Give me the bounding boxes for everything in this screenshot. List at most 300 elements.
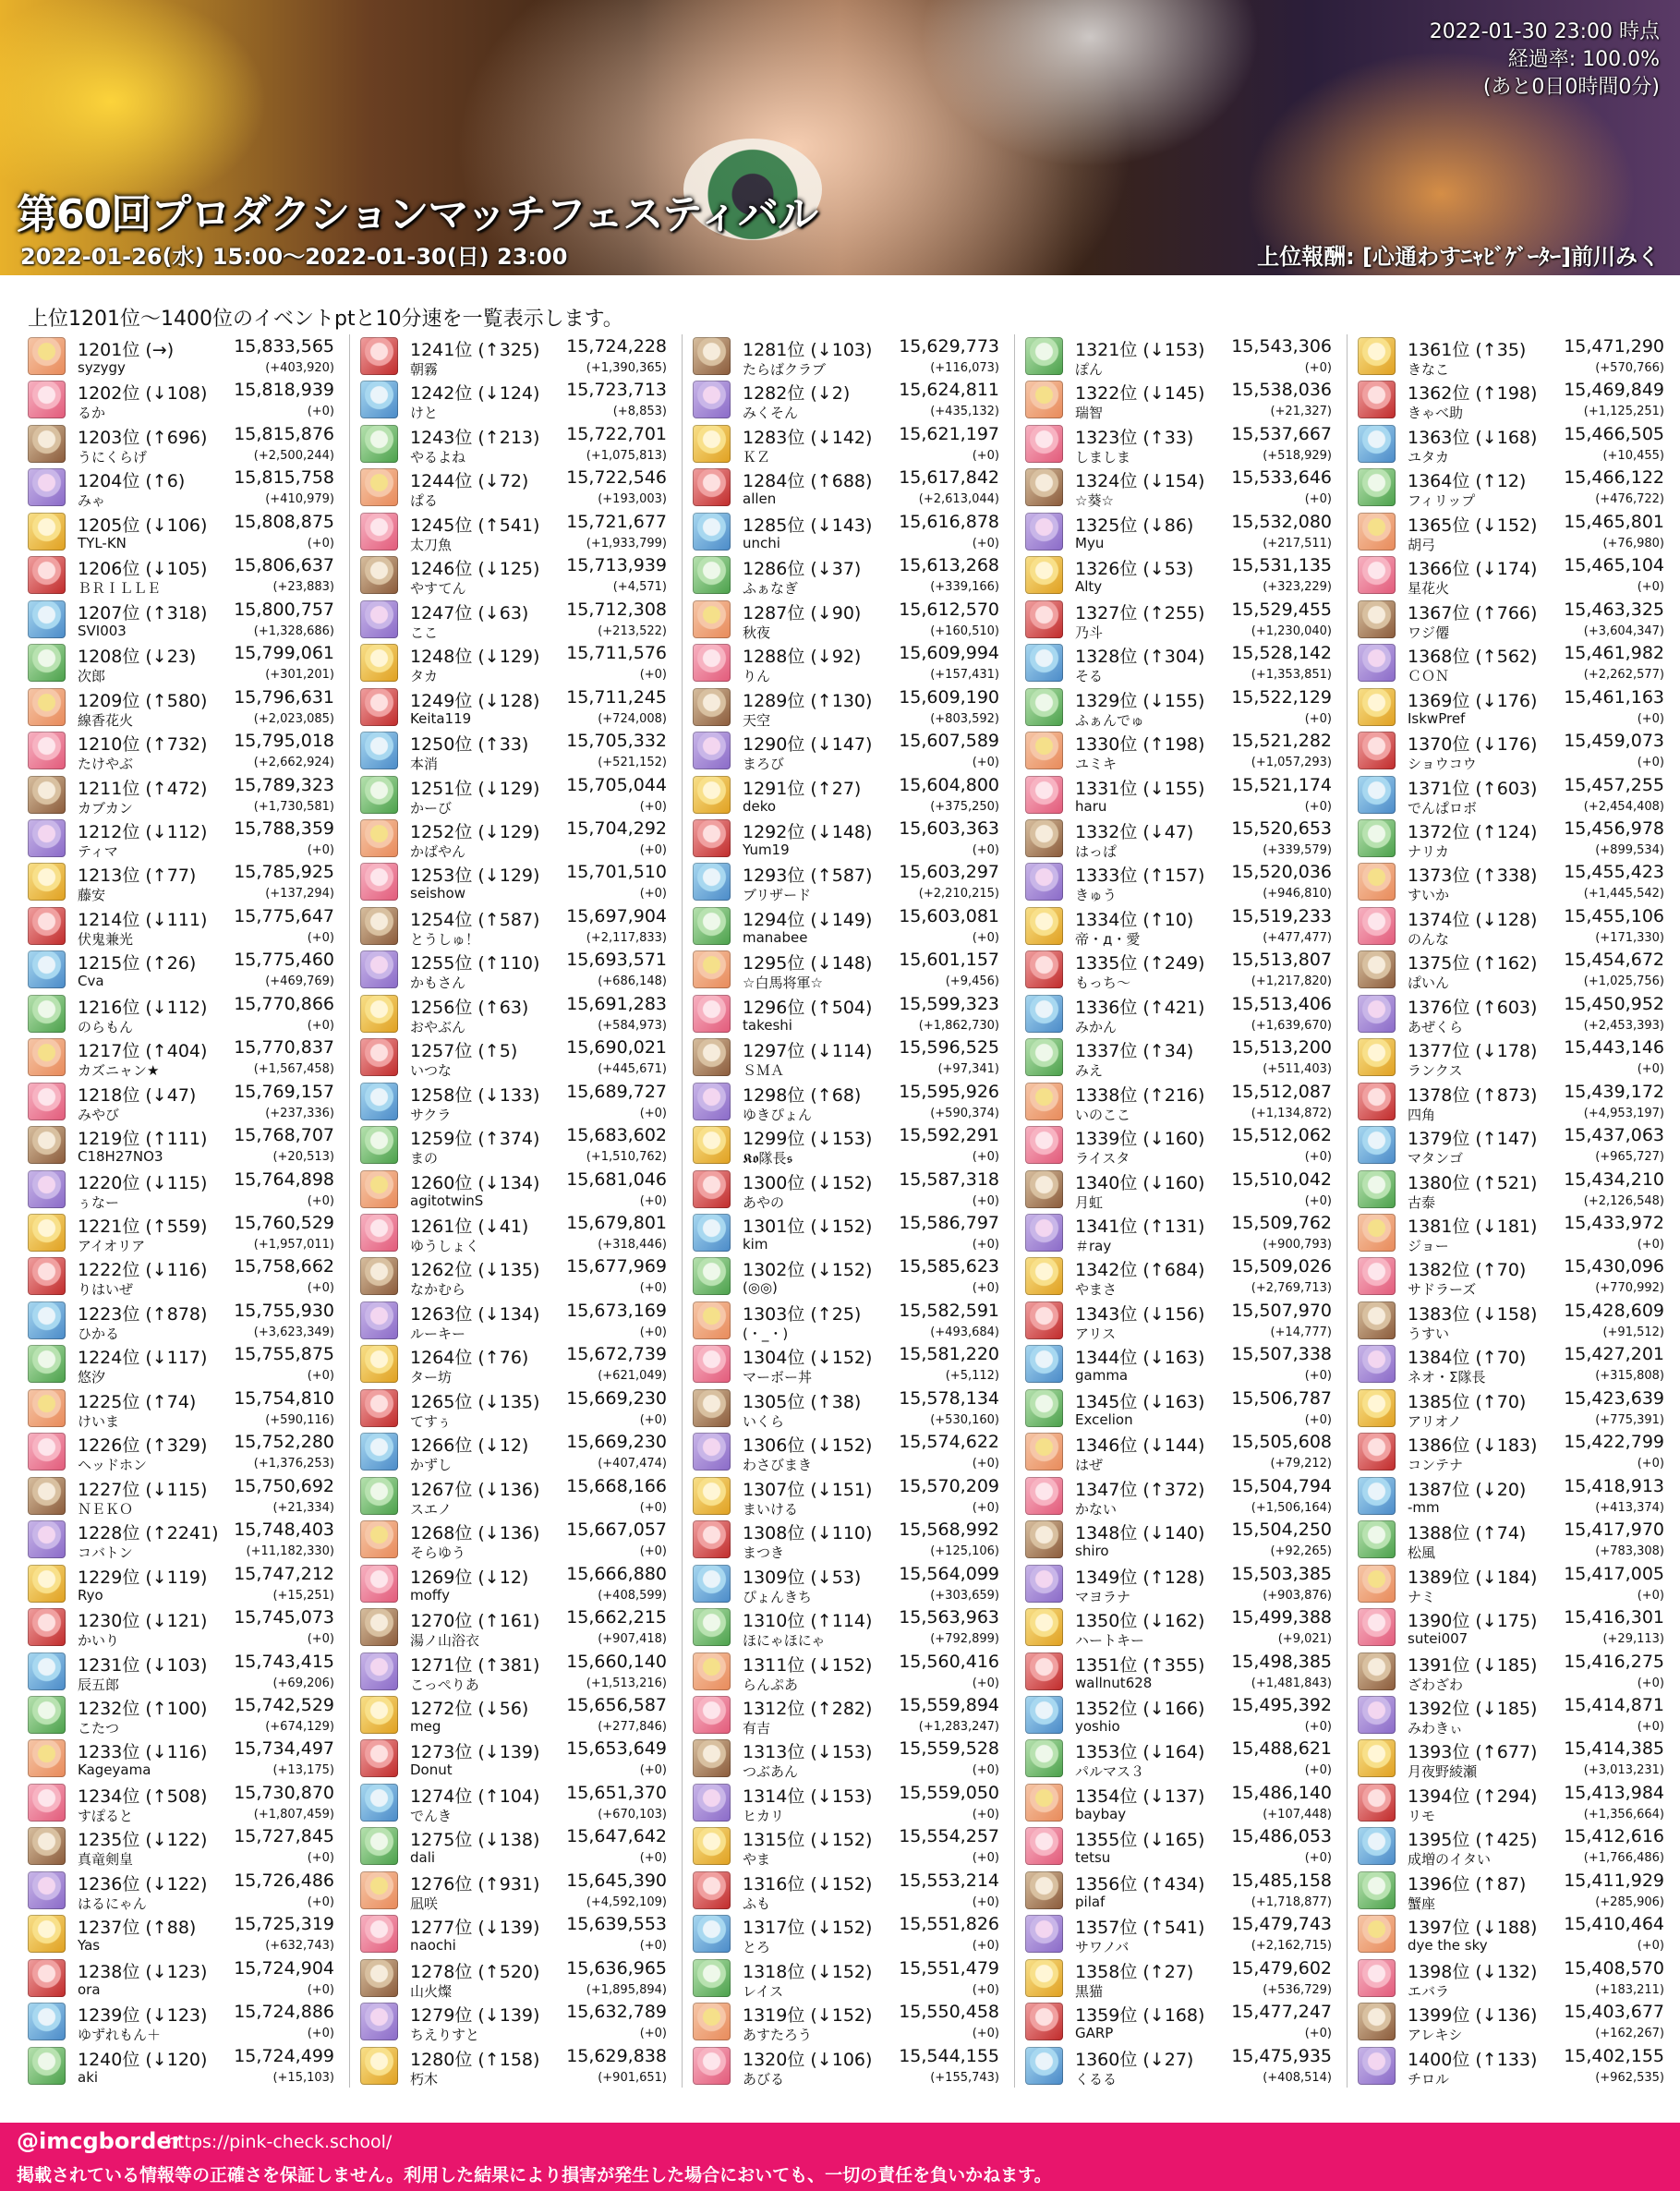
- rank-label: 1210位 (↑732): [78, 734, 208, 756]
- event-points: 15,564,099: [899, 1563, 999, 1584]
- ten-minute-speed: (+1,766,486): [1583, 1851, 1664, 1866]
- event-points: 15,513,807: [1231, 950, 1332, 971]
- player-name: Cva: [78, 973, 104, 990]
- ten-minute-speed: (+29,113): [1602, 1632, 1664, 1647]
- player-name: やすてん: [410, 580, 466, 598]
- rank-label: 1297位 (↓114): [743, 1041, 873, 1062]
- event-points: 15,544,155: [899, 2045, 999, 2066]
- rank-label: 1218位 (↓47): [78, 1084, 197, 1106]
- rank-label: 1311位 (↓152): [743, 1654, 873, 1676]
- ranking-row: [1023, 1123, 1337, 1167]
- player-name: Ryo: [78, 1586, 103, 1604]
- ten-minute-speed: (+2,126,548): [1583, 1193, 1664, 1208]
- player-name: アレキシ: [1408, 2027, 1463, 2044]
- player-name: りん: [743, 668, 771, 685]
- idol-avatar-icon: [28, 556, 66, 594]
- player-name: アリス: [1075, 1325, 1117, 1342]
- idol-avatar-icon: [1025, 1652, 1063, 1690]
- event-points: 15,666,880: [566, 1563, 667, 1584]
- ranking-row: [1023, 948, 1337, 991]
- ten-minute-speed: (+536,729): [1263, 1982, 1332, 1997]
- rank-label: 1215位 (↑26): [78, 953, 197, 974]
- rank-label: 1295位 (↓148): [743, 953, 873, 974]
- ten-minute-speed: (+0): [307, 1281, 334, 1296]
- idol-avatar-icon: [1025, 1608, 1063, 1646]
- event-points: 15,550,458: [899, 2002, 999, 2023]
- ranking-row: [358, 948, 672, 991]
- idol-avatar-icon: [28, 1739, 66, 1777]
- idol-avatar-icon: [1358, 819, 1396, 857]
- rank-label: 1266位 (↓12): [410, 1435, 529, 1457]
- player-name: みえ: [1075, 1062, 1104, 1080]
- player-name: baybay: [1075, 1805, 1127, 1822]
- ranking-row: [26, 1123, 340, 1167]
- event-points: 15,672,739: [566, 1344, 667, 1365]
- ranking-row: [691, 1869, 1005, 1912]
- ten-minute-speed: (+899,534): [1595, 842, 1664, 857]
- ranking-row: [358, 1956, 672, 2000]
- player-name: ライスタ: [1075, 1150, 1130, 1168]
- idol-avatar-icon: [693, 1038, 731, 1076]
- ranking-row: [691, 378, 1005, 421]
- event-points: 15,621,197: [899, 423, 999, 444]
- idol-avatar-icon: [360, 950, 398, 988]
- ten-minute-speed: (+10,455): [1602, 448, 1664, 463]
- player-name: 古泰: [1408, 1193, 1436, 1211]
- player-name: 月夜野綾瀬: [1408, 1763, 1478, 1781]
- idol-avatar-icon: [1358, 2047, 1396, 2085]
- idol-avatar-icon: [360, 1608, 398, 1646]
- player-name: ＳＭＡ: [743, 1062, 785, 1080]
- event-points: 15,775,460: [234, 950, 334, 971]
- event-points: 15,521,282: [1231, 731, 1332, 752]
- player-name: けいま: [78, 1412, 120, 1430]
- idol-avatar-icon: [28, 1083, 66, 1120]
- rank-label: 1340位 (↓160): [1075, 1172, 1205, 1193]
- event-points: 15,647,642: [566, 1826, 667, 1847]
- player-name: でんぱロボ: [1408, 799, 1478, 817]
- ranking-row: [26, 1693, 340, 1737]
- idol-avatar-icon: [360, 1871, 398, 1909]
- ranking-row: [358, 992, 672, 1035]
- ten-minute-speed: (+621,049): [598, 1369, 667, 1384]
- ranking-row: [358, 1080, 672, 1123]
- event-points: 15,604,800: [899, 774, 999, 795]
- idol-avatar-icon: [28, 644, 66, 682]
- idol-avatar-icon: [28, 513, 66, 551]
- idol-avatar-icon: [360, 1827, 398, 1865]
- player-name: みくそん: [743, 405, 799, 422]
- ranking-row: [691, 860, 1005, 903]
- ten-minute-speed: (+0): [972, 1939, 999, 1954]
- ten-minute-speed: (+0): [639, 668, 667, 683]
- player-name: レイス: [743, 1982, 784, 2000]
- player-name: たけやぶ: [78, 756, 134, 773]
- ranking-row: [358, 422, 672, 466]
- idol-avatar-icon: [693, 1170, 731, 1208]
- idol-avatar-icon: [1358, 863, 1396, 901]
- rank-label: 1381位 (↓181): [1408, 1217, 1538, 1237]
- player-name: ユミキ: [1075, 756, 1118, 773]
- player-name: ぱる: [410, 492, 439, 510]
- rank-label: 1273位 (↓139): [410, 1742, 540, 1763]
- event-points: 15,651,370: [566, 1782, 667, 1803]
- player-name: Myu: [1075, 534, 1105, 551]
- event-points: 15,495,392: [1231, 1694, 1332, 1715]
- idol-avatar-icon: [28, 732, 66, 769]
- player-name: マヨラナ: [1075, 1588, 1131, 1605]
- ranking-row: [358, 2000, 672, 2043]
- player-name: 成増のイタい: [1408, 1851, 1492, 1869]
- idol-avatar-icon: [360, 1214, 398, 1252]
- ten-minute-speed: (+435,132): [930, 405, 999, 419]
- event-points: 15,466,505: [1564, 423, 1664, 444]
- rank-label: 1223位 (↑878): [78, 1303, 208, 1325]
- idol-avatar-icon: [360, 337, 398, 375]
- rank-label: 1271位 (↑381): [410, 1654, 540, 1676]
- rank-label: 1396位 (↑87): [1408, 1873, 1527, 1894]
- ranking-row: [26, 2000, 340, 2043]
- event-points: 15,705,044: [566, 774, 667, 795]
- ranking-row: [691, 685, 1005, 729]
- ten-minute-speed: (+23,883): [272, 580, 334, 595]
- player-name: ティマ: [78, 842, 118, 860]
- event-points: 15,574,622: [899, 1432, 999, 1453]
- event-points: 15,788,359: [234, 817, 334, 839]
- ten-minute-speed: (+4,953,197): [1583, 1106, 1664, 1120]
- ten-minute-speed: (+155,743): [930, 2070, 999, 2085]
- ranking-row: [26, 598, 340, 641]
- ranking-row: [1023, 1474, 1337, 1518]
- idol-avatar-icon: [1358, 1827, 1396, 1865]
- ten-minute-speed: (+0): [639, 1939, 667, 1954]
- player-name: うすい: [1408, 1325, 1450, 1342]
- ranking-row: [1356, 1386, 1670, 1430]
- ranking-row: [1356, 1869, 1670, 1912]
- player-name: おやぶん: [410, 1018, 466, 1035]
- player-name: seishow: [410, 885, 465, 902]
- ten-minute-speed: (+97,341): [937, 1062, 999, 1077]
- idol-avatar-icon: [1025, 337, 1063, 375]
- player-name: チロル: [1408, 2070, 1450, 2088]
- ranking-row: [26, 860, 340, 903]
- event-points: 15,568,992: [899, 1519, 999, 1541]
- event-points: 15,725,319: [234, 1914, 334, 1935]
- rank-label: 1240位 (↓120): [78, 2049, 208, 2070]
- event-points: 15,592,291: [899, 1125, 999, 1146]
- rank-label: 1274位 (↑104): [410, 1785, 540, 1807]
- player-name: ゆずれもん＋: [78, 2027, 162, 2044]
- event-points: 15,430,096: [1564, 1256, 1664, 1277]
- player-name: やるよね: [410, 448, 466, 466]
- idol-avatar-icon: [360, 425, 398, 463]
- ranking-row: [691, 1299, 1005, 1342]
- event-points: 15,505,608: [1231, 1432, 1332, 1453]
- ranking-row: [1023, 817, 1337, 860]
- ranking-row: [26, 1474, 340, 1518]
- rank-label: 1239位 (↓123): [78, 2005, 208, 2027]
- ranking-row: [1356, 378, 1670, 421]
- player-name: manabee: [743, 928, 808, 946]
- player-name: moffy: [410, 1586, 451, 1604]
- event-points: 15,554,257: [899, 1826, 999, 1847]
- player-name: そる: [1075, 668, 1104, 685]
- ten-minute-speed: (+0): [639, 2027, 667, 2041]
- rank-label: 1278位 (↑520): [410, 1961, 540, 1982]
- event-points: 15,599,323: [899, 993, 999, 1014]
- rank-label: 1353位 (↓164): [1075, 1742, 1205, 1763]
- ranking-row: [1023, 1254, 1337, 1298]
- player-name: 天空: [743, 711, 771, 729]
- event-points: 15,465,104: [1564, 555, 1664, 576]
- player-name: るか: [78, 405, 106, 422]
- event-points: 15,609,994: [899, 643, 999, 664]
- ranking-row: [26, 1781, 340, 1824]
- ten-minute-speed: (+0): [1637, 1588, 1664, 1603]
- ten-minute-speed: (+0): [1304, 2027, 1332, 2041]
- rank-label: 1397位 (↓188): [1408, 1918, 1538, 1939]
- idol-avatar-icon: [1358, 425, 1396, 463]
- event-points: 15,624,811: [899, 380, 999, 401]
- idol-avatar-icon: [1025, 1433, 1063, 1471]
- ranking-row: [1023, 1168, 1337, 1211]
- idol-avatar-icon: [1358, 1520, 1396, 1558]
- event-points: 15,601,157: [899, 950, 999, 971]
- ten-minute-speed: (+8,853): [612, 405, 667, 419]
- idol-avatar-icon: [693, 1257, 731, 1295]
- idol-avatar-icon: [28, 2047, 66, 2085]
- rank-label: 1361位 (↑35): [1408, 340, 1527, 360]
- player-name: 次郎: [78, 668, 106, 685]
- event-points: 15,513,200: [1231, 1037, 1332, 1059]
- player-name: 山火燦: [410, 1982, 453, 2000]
- event-points: 15,770,866: [234, 993, 334, 1014]
- ten-minute-speed: (+318,446): [598, 1238, 667, 1252]
- player-name: まいける: [743, 1500, 799, 1518]
- ten-minute-speed: (+2,023,085): [253, 711, 334, 726]
- idol-avatar-icon: [1025, 776, 1063, 814]
- event-points: 15,760,529: [234, 1213, 334, 1233]
- idol-avatar-icon: [360, 1784, 398, 1822]
- player-name: haru: [1075, 797, 1107, 815]
- site-link[interactable]: https://pink-check.school/: [166, 2132, 393, 2152]
- ten-minute-speed: (+0): [972, 1807, 999, 1822]
- ten-minute-speed: (+0): [1637, 1719, 1664, 1734]
- event-points: 15,551,479: [899, 1957, 999, 1979]
- ranking-row: [26, 1824, 340, 1868]
- player-name: Yum19: [743, 841, 790, 858]
- player-name: あびる: [743, 2070, 785, 2088]
- ten-minute-speed: (+1,933,799): [586, 536, 667, 551]
- rank-label: 1258位 (↓133): [410, 1084, 540, 1106]
- ten-minute-speed: (+0): [639, 1763, 667, 1778]
- idol-avatar-icon: [28, 337, 66, 375]
- ten-minute-speed: (+4,571): [612, 580, 667, 595]
- idol-avatar-icon: [1358, 1959, 1396, 1997]
- ten-minute-speed: (+79,212): [1270, 1457, 1332, 1471]
- rank-label: 1290位 (↓147): [743, 734, 873, 756]
- idol-avatar-icon: [693, 1389, 731, 1427]
- idol-avatar-icon: [693, 1520, 731, 1558]
- idol-avatar-icon: [1358, 600, 1396, 638]
- rank-label: 1368位 (↑562): [1408, 647, 1538, 668]
- ten-minute-speed: (+0): [972, 1281, 999, 1296]
- ten-minute-speed: (+907,418): [598, 1632, 667, 1647]
- idol-avatar-icon: [360, 995, 398, 1033]
- ranking-row: [1356, 1254, 1670, 1298]
- idol-avatar-icon: [28, 1433, 66, 1471]
- ranking-row: [1023, 1342, 1337, 1386]
- rank-label: 1341位 (↑131): [1075, 1217, 1205, 1237]
- event-points: 15,582,591: [899, 1300, 999, 1321]
- idol-avatar-icon: [28, 1696, 66, 1734]
- ten-minute-speed: (+0): [307, 1369, 334, 1384]
- rank-label: 1309位 (↓53): [743, 1567, 862, 1588]
- player-name: いのここ: [1075, 1106, 1131, 1123]
- player-name: サクラ: [410, 1106, 452, 1123]
- event-points: 15,799,061: [234, 643, 334, 664]
- player-name: カズニャン★: [78, 1062, 160, 1080]
- event-points: 15,704,292: [566, 817, 667, 839]
- ten-minute-speed: (+1,730,581): [253, 799, 334, 814]
- idol-avatar-icon: [28, 995, 66, 1033]
- ranking-row: [26, 992, 340, 1035]
- ten-minute-speed: (+518,929): [1263, 448, 1332, 463]
- event-points: 15,662,215: [566, 1607, 667, 1628]
- player-name: (・_・): [743, 1325, 789, 1342]
- event-points: 15,520,036: [1231, 862, 1332, 883]
- event-points: 15,677,969: [566, 1256, 667, 1277]
- column-divider: [349, 334, 350, 2088]
- idol-avatar-icon: [360, 1126, 398, 1164]
- rank-label: 1321位 (↓153): [1075, 340, 1205, 360]
- rank-label: 1260位 (↓134): [410, 1172, 540, 1193]
- ten-minute-speed: (+0): [639, 1544, 667, 1559]
- ranking-row: [358, 641, 672, 684]
- player-name: 朝霧: [410, 361, 439, 378]
- rank-label: 1354位 (↓137): [1075, 1785, 1205, 1807]
- ranking-row: [1023, 1693, 1337, 1737]
- player-name: ふぁなぎ: [743, 580, 799, 598]
- idol-avatar-icon: [693, 1959, 731, 1997]
- rank-label: 1232位 (↑100): [78, 1698, 208, 1719]
- ranking-row: [1356, 1693, 1670, 1737]
- rank-label: 1299位 (↓153): [743, 1129, 873, 1150]
- event-points: 15,504,794: [1231, 1475, 1332, 1496]
- idol-avatar-icon: [360, 1477, 398, 1515]
- event-points: 15,636,965: [566, 1957, 667, 1979]
- ranking-row: [1356, 1342, 1670, 1386]
- player-name: ora: [78, 1980, 101, 1998]
- player-name: リモ: [1408, 1807, 1436, 1824]
- rank-label: 1288位 (↓92): [743, 647, 862, 668]
- rank-label: 1303位 (↑25): [743, 1303, 862, 1325]
- ten-minute-speed: (+3,013,231): [1583, 1763, 1664, 1778]
- player-name: ネオ・Σ隊長: [1408, 1369, 1486, 1386]
- rank-label: 1261位 (↓41): [410, 1217, 529, 1237]
- twitter-handle[interactable]: @imcgborder: [17, 2128, 183, 2154]
- ten-minute-speed: (+20,513): [272, 1150, 334, 1165]
- ten-minute-speed: (+0): [1637, 580, 1664, 595]
- player-name: アイオリア: [78, 1238, 146, 1254]
- ranking-row: [691, 1824, 1005, 1868]
- rank-label: 1268位 (↓136): [410, 1523, 540, 1544]
- event-points: 15,459,073: [1564, 731, 1664, 752]
- idol-avatar-icon: [28, 863, 66, 901]
- idol-avatar-icon: [1025, 1959, 1063, 1997]
- idol-avatar-icon: [360, 468, 398, 506]
- player-name: のんな: [1408, 930, 1450, 948]
- ten-minute-speed: (+13,175): [272, 1763, 334, 1778]
- player-name: くるる: [1075, 2070, 1118, 2088]
- rank-label: 1269位 (↓12): [410, 1567, 529, 1588]
- rank-label: 1244位 (↓72): [410, 471, 529, 492]
- ranking-row: [1023, 510, 1337, 553]
- event-points: 15,742,529: [234, 1694, 334, 1715]
- rank-label: 1374位 (↓128): [1408, 909, 1538, 930]
- ranking-row: [1356, 1562, 1670, 1605]
- player-name: GARP: [1075, 2025, 1114, 2042]
- rank-label: 1347位 (↑372): [1075, 1479, 1205, 1500]
- ten-minute-speed: (+792,899): [930, 1632, 999, 1647]
- ranking-row: [1023, 1386, 1337, 1430]
- event-points: 15,570,209: [899, 1475, 999, 1496]
- ranking-row: [358, 1168, 672, 1211]
- elapsed-rate: 経過率: 100.0%: [1507, 48, 1660, 71]
- ranking-row: [26, 948, 340, 991]
- idol-avatar-icon: [28, 1038, 66, 1076]
- ten-minute-speed: (+375,250): [930, 799, 999, 814]
- idol-avatar-icon: [1025, 513, 1063, 551]
- ranking-row: [358, 1386, 672, 1430]
- ten-minute-speed: (+1,376,253): [253, 1457, 334, 1471]
- ranking-column: [691, 334, 1005, 2088]
- ten-minute-speed: (+2,453,393): [1583, 1018, 1664, 1033]
- ten-minute-speed: (+1,895,894): [586, 1982, 667, 1997]
- ranking-row: [1356, 1168, 1670, 1211]
- ranking-row: [691, 1912, 1005, 1955]
- rank-label: 1275位 (↓138): [410, 1830, 540, 1851]
- rank-label: 1348位 (↓140): [1075, 1523, 1205, 1544]
- ranking-row: [358, 1605, 672, 1649]
- player-name: ちえりすと: [410, 2027, 480, 2044]
- ten-minute-speed: (+0): [972, 1238, 999, 1252]
- idol-avatar-icon: [1025, 1083, 1063, 1120]
- player-name: yoshio: [1075, 1717, 1120, 1735]
- rank-label: 1293位 (↑587): [743, 866, 873, 887]
- rank-label: 1310位 (↑114): [743, 1611, 873, 1632]
- rank-label: 1366位 (↓174): [1408, 559, 1538, 580]
- player-name: こっぺりあ: [410, 1676, 479, 1693]
- event-points: 15,586,797: [899, 1213, 999, 1233]
- player-name: マタンゴ: [1408, 1150, 1464, 1168]
- idol-avatar-icon: [1025, 1301, 1063, 1339]
- ten-minute-speed: (+1,125,251): [1583, 405, 1664, 419]
- idol-avatar-icon: [693, 1871, 731, 1909]
- player-name: ヘッドホン: [78, 1457, 148, 1474]
- idol-avatar-icon: [1358, 1170, 1396, 1208]
- ten-minute-speed: (+171,330): [1595, 930, 1664, 945]
- rank-label: 1301位 (↓152): [743, 1217, 873, 1237]
- idol-avatar-icon: [1358, 907, 1396, 945]
- ten-minute-speed: (+69,206): [272, 1676, 334, 1690]
- idol-avatar-icon: [1358, 732, 1396, 769]
- event-points: 15,418,913: [1564, 1475, 1664, 1496]
- event-points: 15,439,172: [1564, 1081, 1664, 1102]
- event-points: 15,417,970: [1564, 1519, 1664, 1541]
- event-points: 15,486,140: [1231, 1782, 1332, 1803]
- idol-avatar-icon: [28, 1565, 66, 1603]
